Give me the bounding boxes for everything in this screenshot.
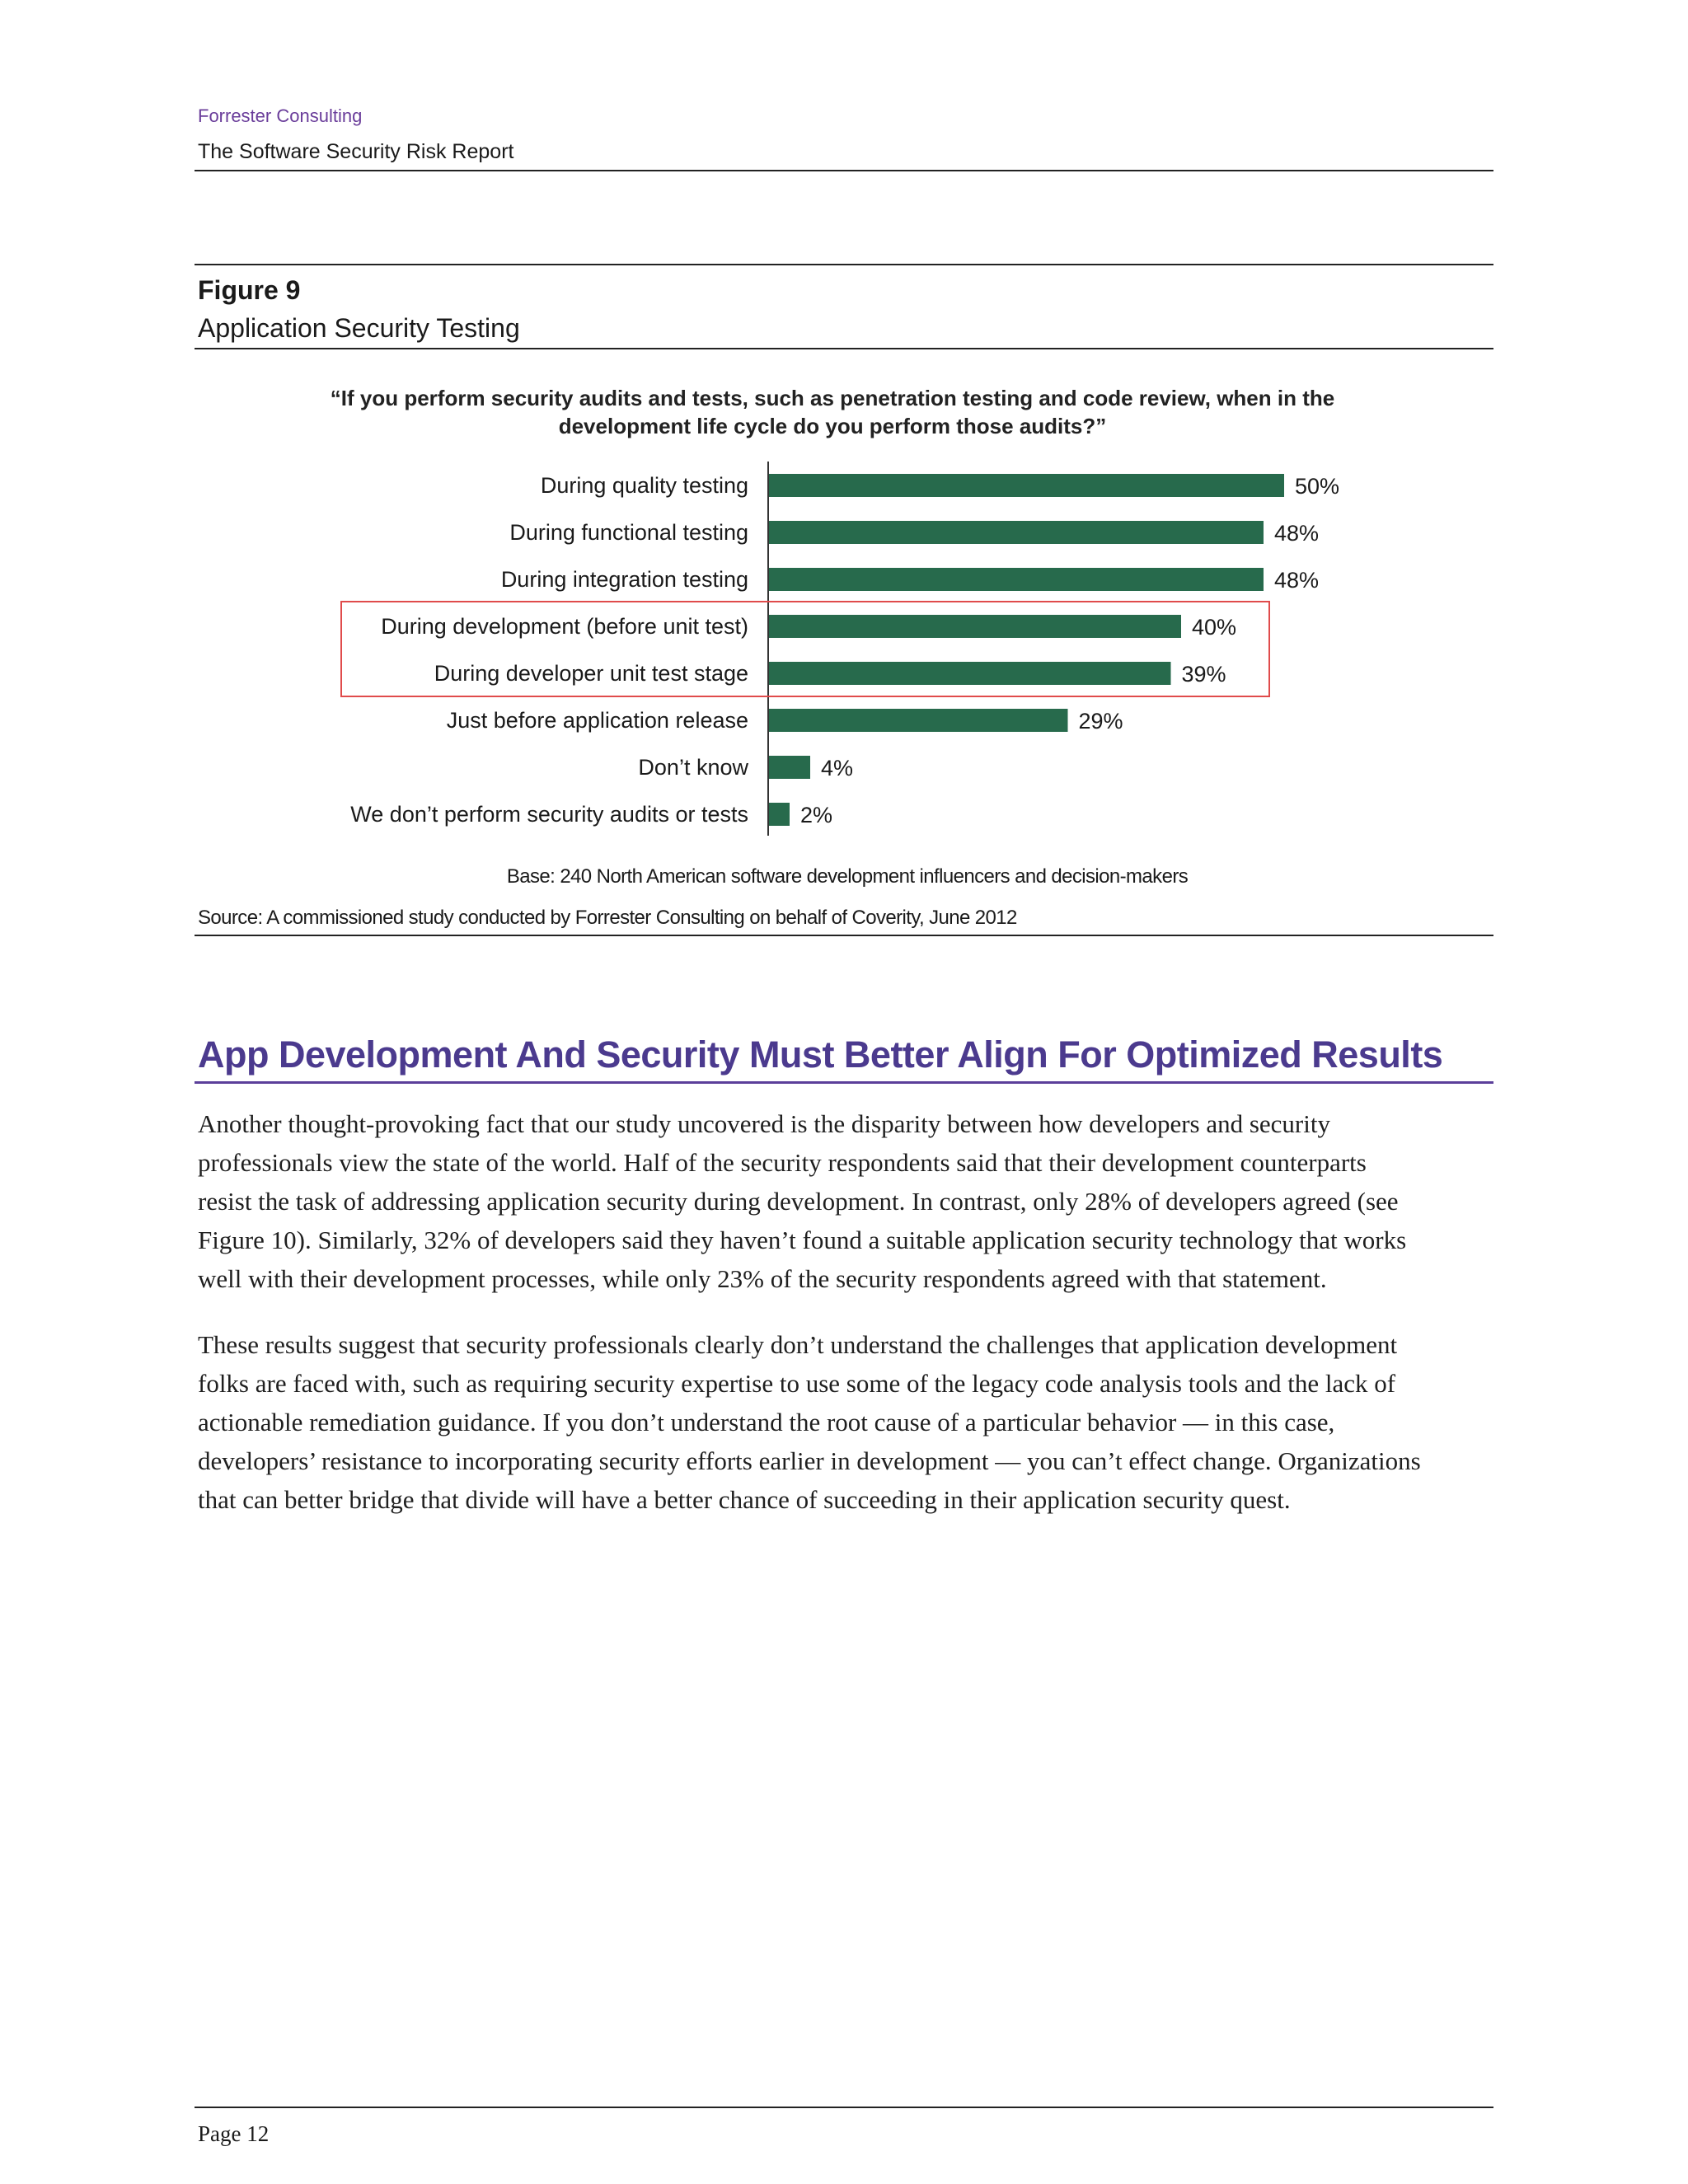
text-line: that can better bridge that divide will have a better chance of succeeding in their application security quest.	[198, 1485, 1291, 1514]
chart-bar	[769, 756, 810, 779]
chart-value-label: 39%	[1181, 662, 1226, 687]
chart-bar	[769, 709, 1068, 732]
chart-value-label: 2%	[800, 803, 833, 827]
page-number: Page 12	[198, 2121, 270, 2146]
chart-bar	[769, 568, 1264, 591]
paragraph-1	[198, 1104, 1500, 1298]
figure-bottom-rule	[195, 935, 1493, 936]
chart-bar	[769, 615, 1181, 638]
text-line: actionable remediation guidance. If you don’t understand the root cause of a particular behavior — in this case,	[198, 1408, 1335, 1436]
chart-value-label: 48%	[1274, 521, 1320, 546]
chart-category-label: During integration testing	[500, 567, 748, 592]
text-line: resist the task of addressing application security during development. In contrast, only 28% of developers agreed (see	[198, 1187, 1399, 1216]
text-line: Another thought-provoking fact that our study uncovered is the disparity between how developers and security	[198, 1109, 1330, 1138]
text-line: professionals view the state of the world. Half of the security respondents said that their development counterparts	[198, 1148, 1367, 1177]
chart-category-label: During functional testing	[509, 520, 748, 545]
section-heading: App Development And Security Must Better Align For Optimized Results	[198, 1033, 1443, 1076]
figure-title-rule	[195, 348, 1493, 349]
section-heading-rule	[195, 1081, 1493, 1084]
chart-bar	[769, 521, 1264, 544]
text-line: folks are faced with, such as requiring security expertise to use some of the legacy code analysis tools and the lack of	[198, 1369, 1396, 1398]
header-brand: Forrester Consulting	[198, 105, 363, 126]
chart-category-label: Just before application release	[446, 708, 748, 733]
chart-value-label: 4%	[821, 756, 854, 780]
chart-category-label: During quality testing	[540, 473, 748, 498]
chart-bar	[769, 662, 1171, 685]
footer-rule	[195, 2107, 1493, 2108]
chart-bar	[769, 803, 790, 826]
chart-category-label: During development (before unit test)	[381, 614, 748, 639]
source-note: Source: A commissioned study conducted by Forrester Consulting on behalf of Coverity, June 2012	[198, 907, 1017, 929]
text-line: well with their development processes, while only 23% of the security respondents agreed with that statement.	[198, 1264, 1327, 1293]
figure-top-rule	[195, 264, 1493, 265]
base-note: Base: 240 North American software development influencers and decision-makers	[506, 865, 1189, 888]
chart-value-label: 50%	[1295, 474, 1340, 499]
text-line: Figure 10). Similarly, 32% of developers said they haven’t found a suitable application security technology that works	[198, 1226, 1407, 1254]
chart-bar	[769, 474, 1284, 497]
bar-chart	[0, 453, 1688, 849]
chart-value-label: 29%	[1078, 709, 1123, 733]
report-title: The Software Security Risk Report	[198, 140, 514, 163]
figure-title: Application Security Testing	[198, 313, 520, 343]
chart-question: “If you perform security audits and tests, such as penetration testing and code review, when in the development life cycle do you perform those audits?”	[330, 386, 1335, 438]
chart-category-label: We don’t perform security audits or tests	[350, 802, 748, 827]
header-rule	[195, 170, 1493, 171]
chart-value-label: 48%	[1274, 568, 1320, 593]
figure-label: Figure 9	[198, 275, 301, 305]
paragraph-2	[198, 1325, 1500, 1519]
chart-category-label: Don’t know	[638, 755, 748, 780]
chart-category-label: During developer unit test stage	[434, 661, 748, 686]
chart-value-label: 40%	[1192, 615, 1237, 640]
text-line: developers’ resistance to incorporating security efforts earlier in development — you can’t effect change. Organizations	[198, 1446, 1421, 1475]
text-line: These results suggest that security professionals clearly don’t understand the challenges that application development	[198, 1330, 1398, 1359]
